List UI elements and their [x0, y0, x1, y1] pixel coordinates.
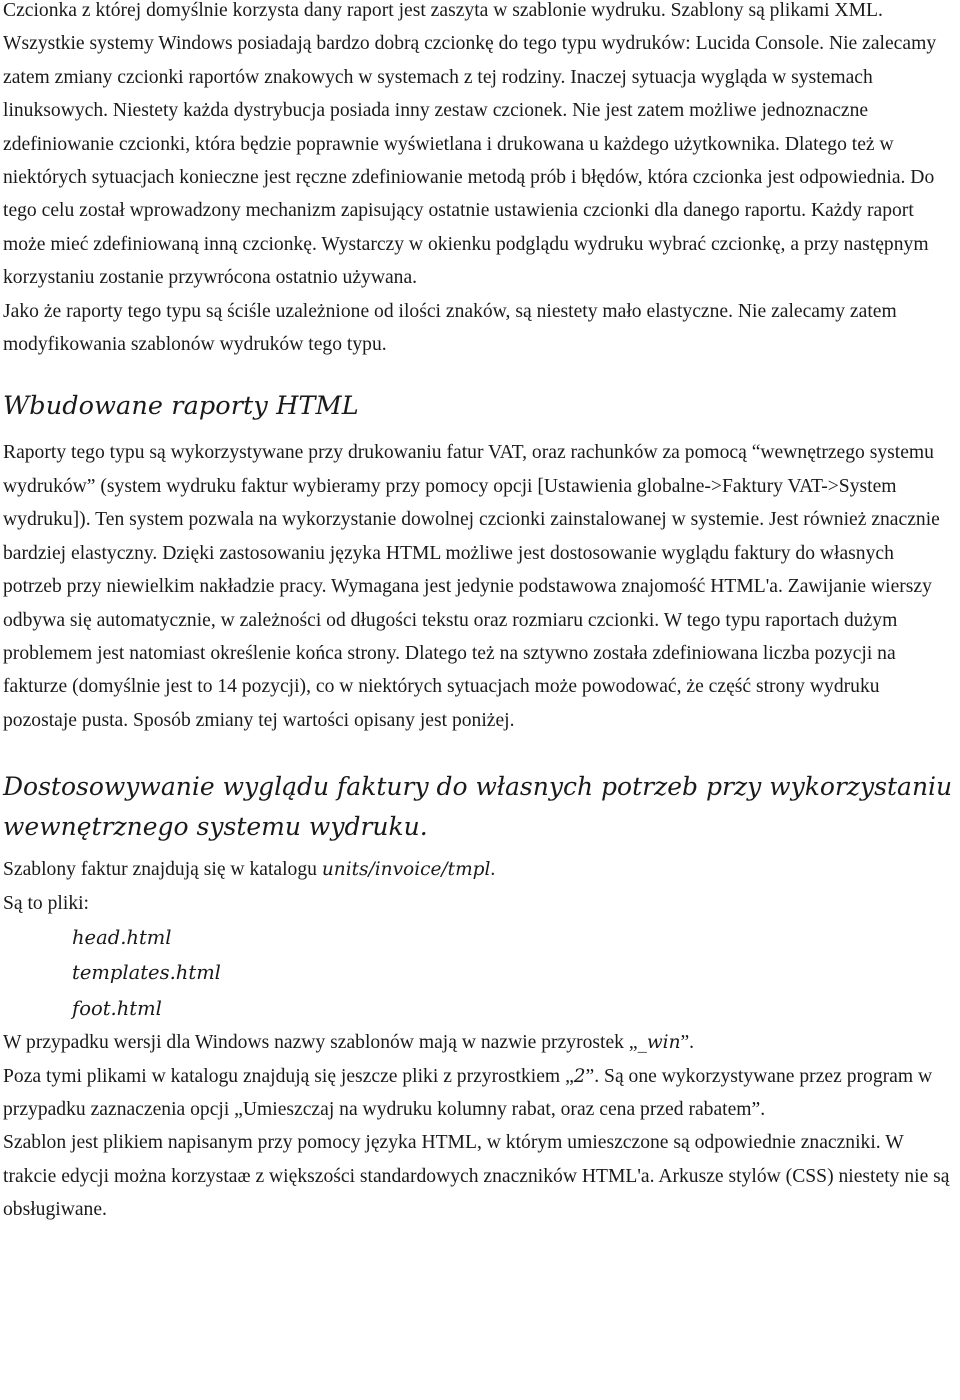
document-page: [3, 0, 955, 1227]
suffix-two-name: 2: [573, 1065, 586, 1087]
suffix-two-end: ”. Są one wykorzystywane przez program w przypadku zaznaczenia opcji „Umieszczaj na wydruku kolumny rabat, oraz cena przed rabatem”.: [3, 1065, 933, 1120]
templates-location-end: .: [490, 859, 496, 881]
templates-path: units/invoice/tmpl: [321, 859, 491, 881]
file-name-templates: templates.html: [72, 961, 221, 985]
suffix-two-text: Poza tymi plikami w katalogu znajdują się jeszcze pliki z przyrostkiem „: [3, 1065, 574, 1087]
templates-location-text: Szablony faktur znajdują się w katalogu: [3, 859, 322, 881]
intro-paragraph-fonts: Czcionka z której domyślnie korzysta dany raport jest zaszyta w szablonie wydruku. Szablony są plikami XML. Wszystkie systemy Windows posiadają bardzo dobrą czcionkę do tego typu wydruków: Lucida Console. Nie zalecamy zatem zmiany czcionki raportów znakowych w systemach z tej rodziny. Inaczej sytuacja wygląda w systemach linuksowych. Niestety każda dystrybucja posiada inny zestaw czcionek. Nie jest zatem możliwe jednoznaczne zdefiniowanie czcionki, która będzie poprawnie wyświetlana i drukowana u każdego użytkownika. Dlatego też w niektórych sytuacjach konieczne jest ręczne zdefiniowanie metodą prób i błędów, która czcionka jest odpowiednia. Do tego celu został wprowadzony mechanizm zapisujący ostatnie ustawienia czcionki dla danego raportu. Każdy raport może mieć zdefiniowaną inną czcionkę. Wystarczy w okienku podglądu wydruku wybrać czcionkę, a przy następnym korzystaniu zostanie przywrócona ostatnio używana.: [3, 0, 937, 289]
files-label: Są to pliki:: [3, 892, 90, 914]
windows-suffix-text: W przypadku wersji dla Windows nazwy szablonów mają w nazwie przyrostek „: [3, 1032, 638, 1054]
template-description-paragraph: Szablon jest plikiem napisanym przy pomocy języka HTML, w którym umieszczone są odpowiednie znaczniki. W trakcie edycji można korzystaæ z większości standardowych znaczników HTML'a. Arkusze stylów (CSS) niestety nie są obsługiwane.: [3, 1132, 950, 1221]
intro-paragraph-elasticity: Jako że raporty tego typu są ściśle uzależnione od ilości znaków, są niestety mało elastyczne. Nie zalecamy zatem modyfikowania szablonów wydruków tego typu.: [3, 300, 897, 356]
templates-location-paragraph: [3, 853, 955, 886]
suffix-two-paragraph: [3, 1060, 955, 1127]
windows-suffix-end: ”.: [680, 1032, 695, 1054]
file-name-head: head.html: [72, 925, 172, 949]
section-heading-customization: Dostosowywanie wyglądu faktury do własnych potrzeb przy wykorzystaniu wewnętrznego systemu wydruku.: [3, 772, 953, 842]
file-name-foot: foot.html: [72, 996, 162, 1020]
template-file-list: [3, 920, 955, 1026]
windows-suffix-name: _win: [637, 1032, 681, 1054]
html-reports-paragraph: Raporty tego typu są wykorzystywane przy drukowaniu fatur VAT, oraz rachunków za pomocą “wewnętrzego systemu wydruków” (system wydruku faktur wybieramy przy pomocy opcji [Ustawienia globalne->Faktury VAT->System wydruku]). Ten system pozwala na wykorzystanie dowolnej czcionki zainstalowanej w systemie. Jest również znacznie bardziej elastyczny. Dzięki zastosowaniu języka HTML możliwe jest dostosowanie wyglądu faktury do własnych potrzeb przy niewielkim nakładzie pracy. Wymagana jest jedynie podstawowa znajomość HTML'a. Zawijanie wierszy odbywa się automatycznie, w zależności od długości tekstu oraz rozmiaru czcionki. W tego typu raportach dużym problemem jest natomiast określenie końca strony. Dlatego też na sztywno została zdefiniowana liczba pozycji na fakturze (domyślnie jest to 14 pozycji), co w niektórych sytuacjach może powodować, że część strony wydruku pozostaje pusta. Sposób zmiany tej wartości opisany jest poniżej.: [3, 442, 940, 731]
windows-suffix-paragraph: [3, 1026, 955, 1059]
section-heading-html-reports: Wbudowane raporty HTML: [3, 391, 359, 422]
